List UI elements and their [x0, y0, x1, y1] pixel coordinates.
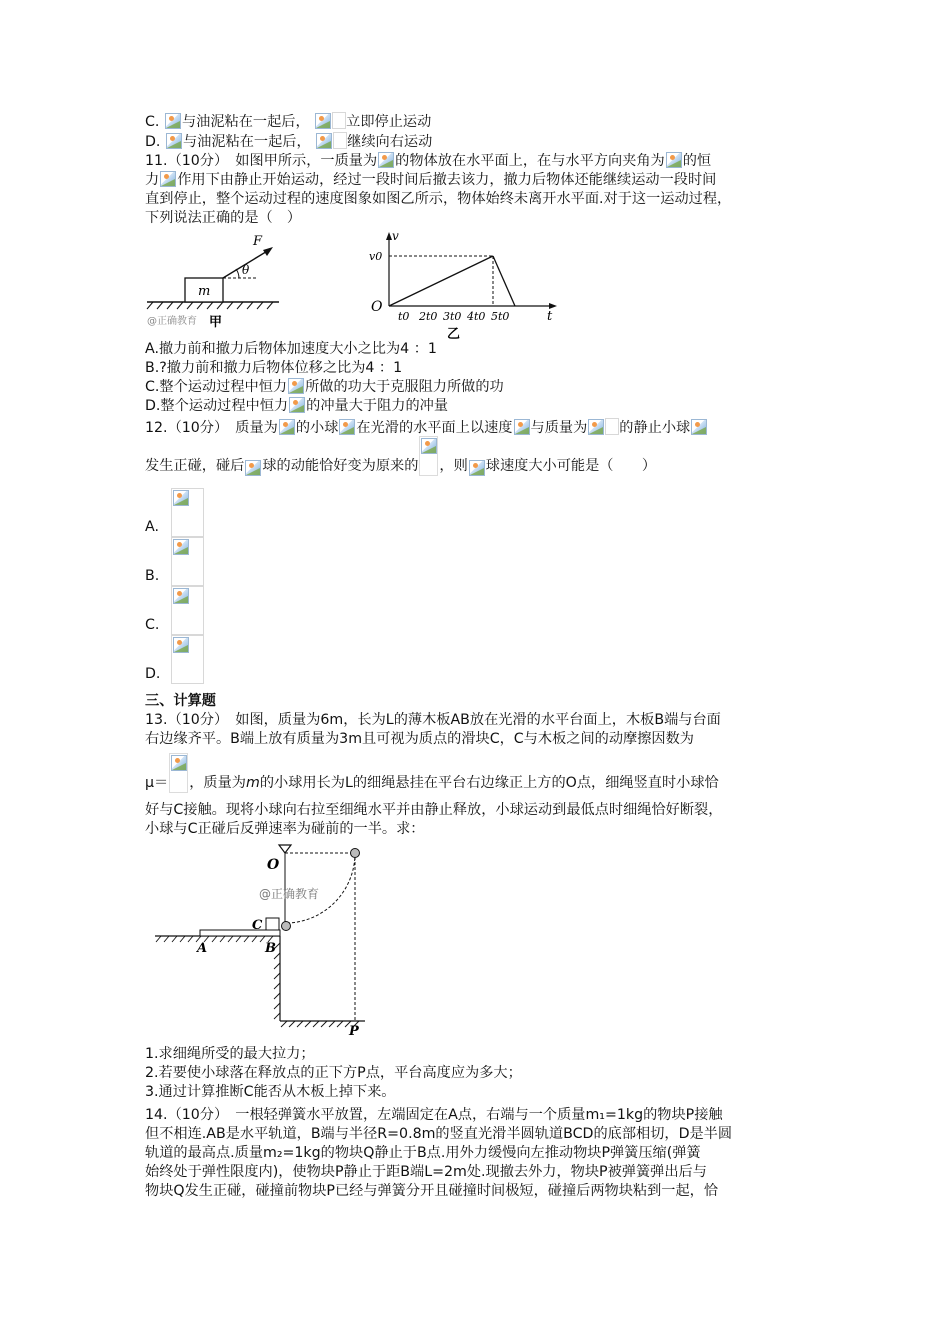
missing-image-icon [421, 438, 437, 454]
q11-stem-line3: 直到停止，整个运动过程的速度图象如图乙所示，物体始终未离开水平面.对于这一运动过程， [145, 191, 732, 207]
q13-figure [145, 839, 815, 1035]
missing-image-icon [173, 490, 189, 506]
tick-label: 3t0 [443, 310, 462, 323]
missing-image-icon [289, 397, 305, 413]
q13-stem-line4: 好与C接触。现将小球向右拉至细绳水平并由静止释放，小球运动到最低点时细绳恰好断裂， [145, 802, 723, 818]
q11-option-d: D.整个运动过程中恒力 的冲量大于阻力的冲量 [145, 398, 449, 414]
q14-stem-line1: 14.（10分） 一根轻弹簧水平放置，左端固定在A点，右端与一个质量m₁=1kg的物块P接触 [145, 1107, 723, 1123]
missing-image-icon [245, 460, 261, 476]
q12-options [145, 488, 815, 684]
point-P-label: P [349, 1024, 359, 1035]
pendulum-board-figure [153, 839, 383, 1035]
mass-label: m [198, 284, 211, 299]
missing-image-icon [315, 113, 331, 129]
q10-option-c: C. 与油泥粘在一起后， 立即停止运动 [145, 114, 432, 130]
tick-label: t0 [398, 310, 410, 323]
q12-option-b: B. [145, 537, 815, 586]
image-frame [332, 112, 346, 129]
figure-caption-jia: 甲 [209, 315, 223, 330]
tick-label: 4t0 [467, 310, 486, 323]
watermark: @正确教育 [147, 316, 197, 327]
missing-image-icon [173, 637, 189, 653]
missing-image-icon [588, 419, 604, 435]
q12-option-c: C. [145, 586, 815, 635]
q12-stem-line2: 发生正碰，碰后 球的动能恰好变为原来的 ，则 球速度大小可能是（ ） [145, 442, 815, 476]
q13-stem-line5: 小球与C正碰后反弹速率为碰前的一半。求： [145, 821, 425, 837]
point-B-label: B [265, 941, 276, 956]
figure-caption-yi: 乙 [447, 327, 461, 340]
q13-tasks [145, 1045, 815, 1102]
missing-image-icon [378, 152, 394, 168]
q14-stem-line4: 始终处于弹性限度内)，使物块P静止于距B端L=2m处.现撤去外力，物块P被弹簧弹出后与 [145, 1164, 707, 1180]
missing-image-icon [165, 113, 181, 129]
q12-stem-line1: 12.（10分） 质量为 的小球 在光滑的水平面上以速度 与质量为 的静止小球 [145, 418, 815, 438]
tick-label: 5t0 [491, 310, 510, 323]
q11-stem-line2: 力 作用下由静止开始运动，经过一段时间后撤去该力，撤力后物体还能继续运动一段时间 [145, 172, 717, 188]
missing-image-icon [173, 539, 189, 555]
q11-figures [145, 228, 815, 340]
q11-option-b: B.?撤力前和撤力后物体位移之比为4 ：1 [145, 360, 403, 376]
q11-option-a: A.撤力前和撤力后物体加速度大小之比为4 ：1 [145, 341, 437, 357]
image-frame [605, 418, 619, 435]
option-image-frame [171, 635, 204, 684]
figure-jia [145, 228, 285, 340]
q13-stem-line1: 13.（10分） 如图，质量为6m，长为L的薄木板AB放在光滑的水平台面上，木板B端与台面 [145, 712, 721, 728]
q13-task-3: 3.通过计算推断C能否从木板上掉下来。 [145, 1084, 396, 1100]
q13-stem-line3: μ＝ ，质量为 m 的小球用长为L的细绳悬挂在平台右边缘正上方的O点，细绳竖直时小球恰 [145, 749, 815, 793]
q13-stem-line2: 右边缘齐平。B端上放有质量为3m且可视为质点的滑块C，C与木板之间的动摩擦因数为 [145, 731, 694, 747]
axis-v-label: v [392, 229, 399, 243]
fraction-image-frame [169, 753, 188, 793]
section-heading: 三、计算题 [145, 693, 216, 709]
image-frame [333, 132, 347, 149]
q13-task-2: 2.若要使小球落在释放点的正下方P点，平台高度应为多大； [145, 1065, 522, 1081]
force-label: F [253, 234, 263, 249]
missing-image-icon [288, 378, 304, 394]
q11-stem-line1: 11.（10分） 如图甲所示，一质量为 的物体放在水平面上，在与水平方向夹角为 的恒 [145, 153, 712, 169]
missing-image-icon [166, 133, 182, 149]
q10-option-d: D. 与油泥粘在一起后， 继续向右运动 [145, 134, 433, 150]
point-A-label: A [197, 941, 208, 956]
q13-task-1: 1.求细绳所受的最大拉力； [145, 1046, 315, 1062]
missing-image-icon [339, 419, 355, 435]
block-C-label: C [252, 918, 263, 933]
q11-option-c: C.整个运动过程中恒力 所做的功大于克服阻力所做的功 [145, 379, 504, 395]
theta-label: θ [242, 263, 250, 277]
q14-stem-line2: 但不相连.AB是水平轨道，B端与半径R=0.8m的竖直光滑半圆轨道BCD的底部相切，D是半圆 [145, 1126, 733, 1142]
missing-image-icon [666, 152, 682, 168]
figure-yi [367, 228, 567, 340]
option-image-frame [171, 537, 204, 586]
q14-stem-line5: 物块Q发生正碰，碰撞前物块P已经与弹簧分开且碰撞时间极短，碰撞后两物块粘到一起，恰 [145, 1183, 719, 1199]
q12-option-a: A. [145, 488, 815, 537]
watermark: @正确教育 [259, 887, 320, 901]
exam-page [145, 112, 815, 1201]
missing-image-icon [279, 419, 295, 435]
q12-option-d: D. [145, 635, 815, 684]
tick-label: 2t0 [419, 310, 438, 323]
axis-t-label: t [547, 309, 553, 324]
fraction-image-frame [419, 436, 438, 476]
option-image-frame [171, 586, 204, 635]
missing-image-icon [514, 419, 530, 435]
q11-stem-line4: 下列说法正确的是（ ） [145, 210, 302, 226]
missing-image-icon [171, 755, 187, 771]
q14-stem-line3: 轨道的最高点.质量m₂=1kg的物块Q静止于B点.用外力缓慢向左推动物块P弹簧压缩(弹簧 [145, 1145, 701, 1161]
origin-label: O [371, 299, 383, 315]
missing-image-icon [469, 460, 485, 476]
option-image-frame [171, 488, 204, 537]
v0-label: v0 [369, 250, 383, 263]
missing-image-icon [160, 171, 176, 187]
missing-image-icon [173, 588, 189, 604]
missing-image-icon [691, 419, 707, 435]
point-O-label: O [267, 857, 280, 873]
missing-image-icon [316, 133, 332, 149]
